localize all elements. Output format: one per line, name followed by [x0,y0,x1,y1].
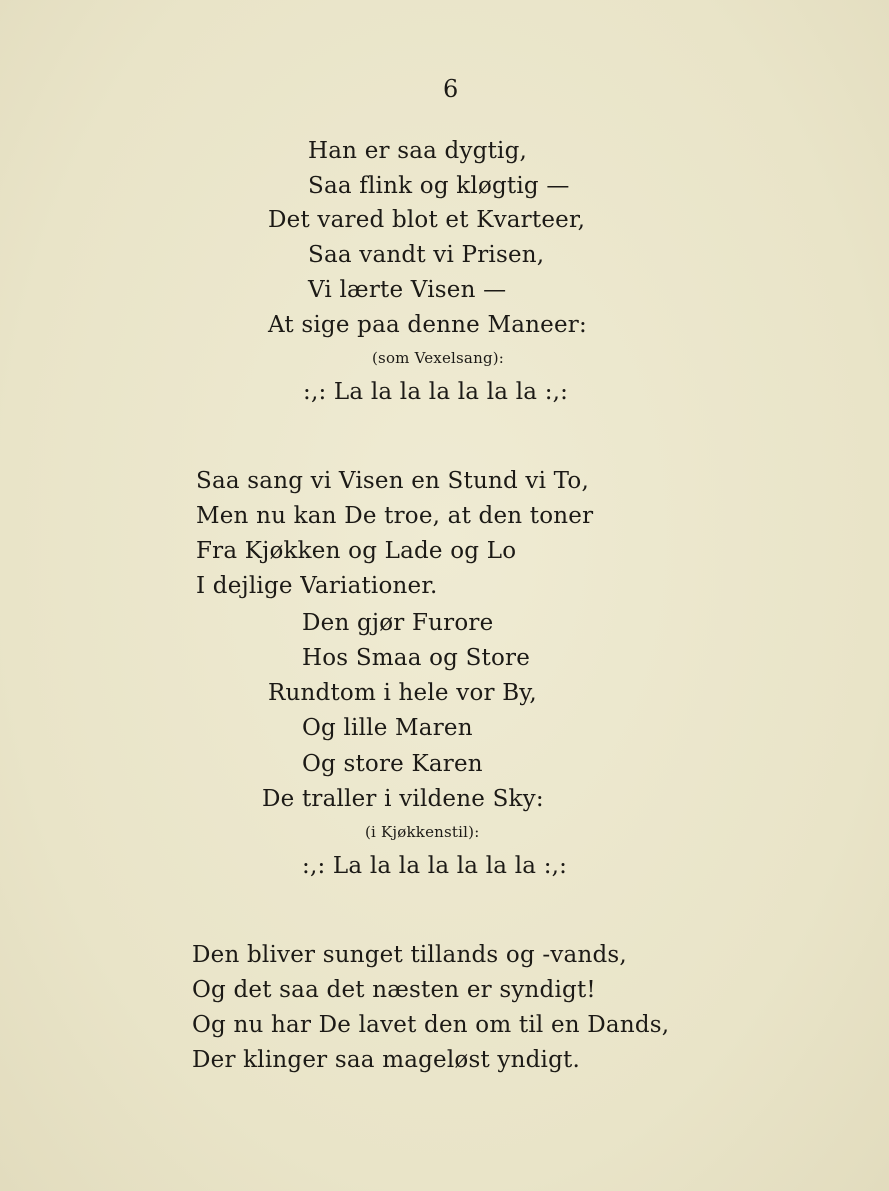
verse-line: Og nu har De lavet den om til en Dands, [192,1012,670,1038]
verse-line: Saa flink og kløgtig — [308,173,570,199]
refrain: :,: La la la la la la la :,: [303,379,569,405]
verse-line: Den gjør Furore [302,610,494,636]
verse-line: Og lille Maren [302,715,473,741]
verse-line: Vi lærte Visen — [308,277,507,303]
stage-note: (som Vexelsang): [372,349,505,367]
verse-line: Men nu kan De troe, at den toner [196,503,594,529]
verse-line: Det vared blot et Kvarteer, [268,207,586,233]
verse-line: Der klinger saa mageløst yndigt. [192,1047,580,1073]
verse-line: I dejlige Variationer. [196,573,438,599]
verse-line: De traller i vildene Sky: [262,786,544,812]
verse-line: Rundtom i hele vor By, [268,680,537,706]
page-number: 6 [443,75,459,103]
stage-note: (i Kjøkkenstil): [365,823,480,841]
verse-line: At sige paa denne Maneer: [268,312,587,338]
verse-line: Den bliver sunget tillands og -vands, [192,942,627,968]
verse-line: Hos Smaa og Store [302,645,531,671]
verse-line: Og store Karen [302,751,483,777]
verse-line: Han er saa dygtig, [308,138,528,164]
verse-line: Saa sang vi Visen en Stund vi To, [196,468,589,494]
verse-line: Saa vandt vi Prisen, [308,242,545,268]
verse-line: Fra Kjøkken og Lade og Lo [196,538,517,564]
refrain: :,: La la la la la la la :,: [302,853,568,879]
verse-line: Og det saa det næsten er syndigt! [192,977,596,1003]
